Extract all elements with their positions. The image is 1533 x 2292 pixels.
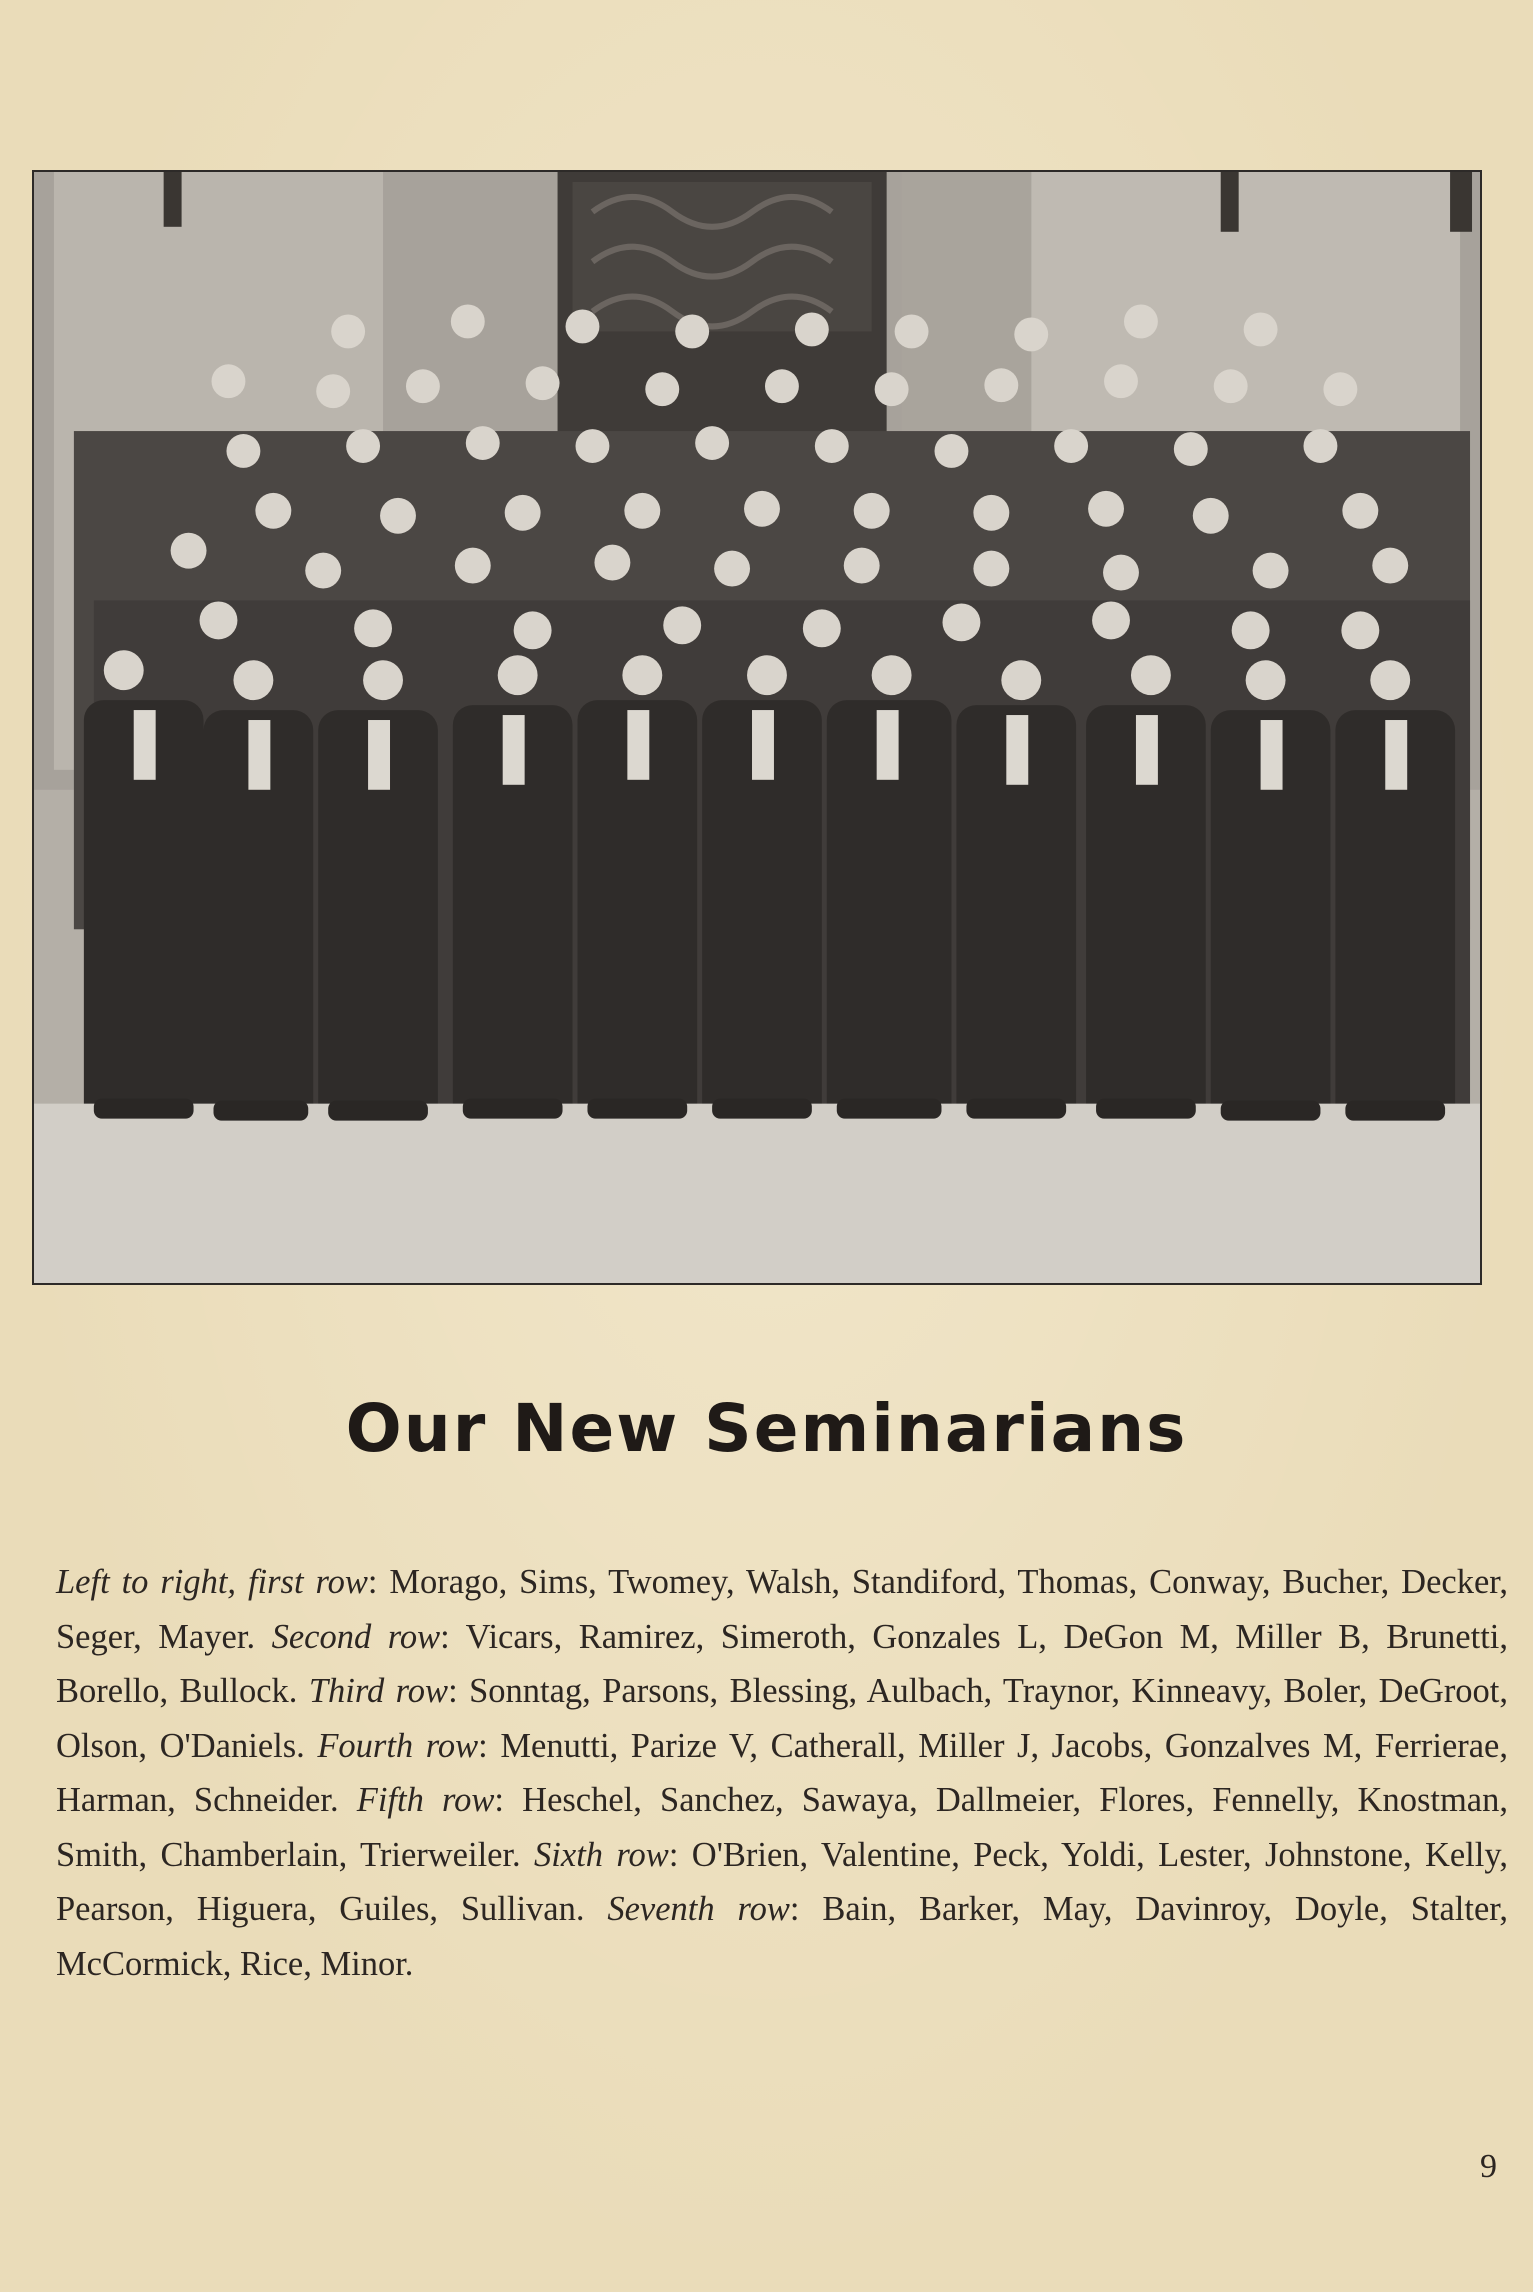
- row-names-second: Vicars, Ramirez, Simeroth, Gonzales L, DeGon M, Miller B, Brunetti, Borello, Bullock.: [56, 1617, 1508, 1710]
- group-photograph: [32, 170, 1482, 1285]
- row-label-fourth: Fourth row: [317, 1726, 479, 1765]
- row-label-fifth: Fifth row: [356, 1781, 495, 1819]
- page-number: 9: [1480, 2148, 1497, 2185]
- photo-caption: Left to right, first row: Morago, Sims, Twomey, Walsh, Standiford, Thomas, Conway, Bucher, Decker, Seger, Mayer. Second row: Vicars, Ramirez, Simeroth, Gonzales L, DeGon M, Miller B, Brunetti, Borello, Bullock. Third row: Sonntag, Parsons, Blessing, Aulbach, Traynor, Kinneavy, Boler, DeGroot, Olson, O'Daniels. Fourth row: Menutti, Parize V, Catherall, Miller J, Jacobs, Gonzalves M, Ferrierae, Harman, Schneider. Fifth row: Heschel, Sanchez, Sawaya, Dallmeier, Flores, Fennelly, Knostman, Smith, Chamberlain, Trierweiler. Sixth row: O'Brien, Valentine, Peck, Yoldi, Lester, Johnstone, Kelly, Pearson, Higuera, Guiles, Sullivan. Seventh row: Bain, Barker, May, Davinroy, Doyle, Stalter, McCormick, Rice, Minor.: [56, 1563, 1509, 1983]
- row-names-fourth: Menutti, Parize V, Catherall, Miller J, Jacobs, Gonzalves M, Ferrierae, Harman, Schneider.: [56, 1726, 1508, 1819]
- group-photo-icon: [34, 172, 1480, 1283]
- row-names-first: Morago, Sims, Twomey, Walsh, Standiford, Thomas, Conway, Bucher, Decker, Seger, Mayer.: [56, 1563, 1508, 1656]
- row-names-seventh: Bain, Barker, May, Davinroy, Doyle, Stalter, McCormick, Rice, Minor.: [56, 1890, 1508, 1983]
- row-label-sixth: Sixth row: [534, 1835, 669, 1874]
- row-names-third: Sonntag, Parsons, Blessing, Aulbach, Traynor, Kinneavy, Boler, DeGroot, Olson, O'Daniels.: [56, 1672, 1509, 1765]
- row-label-third: Third row: [308, 1672, 449, 1710]
- row-label-second: Second row: [271, 1617, 441, 1656]
- page-title: Our New Seminarians: [345, 1390, 1188, 1467]
- row-names-sixth: O'Brien, Valentine, Peck, Yoldi, Lester, Johnstone, Kelly, Pearson, Higuera, Guiles, Sullivan.: [56, 1835, 1508, 1928]
- row-label-seventh: Seventh row: [607, 1890, 790, 1928]
- row-label-first: Left to right, first row: [56, 1563, 368, 1601]
- row-names-fifth: Heschel, Sanchez, Sawaya, Dallmeier, Flores, Fennelly, Knostman, Smith, Chamberlain, Trierweiler.: [56, 1781, 1508, 1874]
